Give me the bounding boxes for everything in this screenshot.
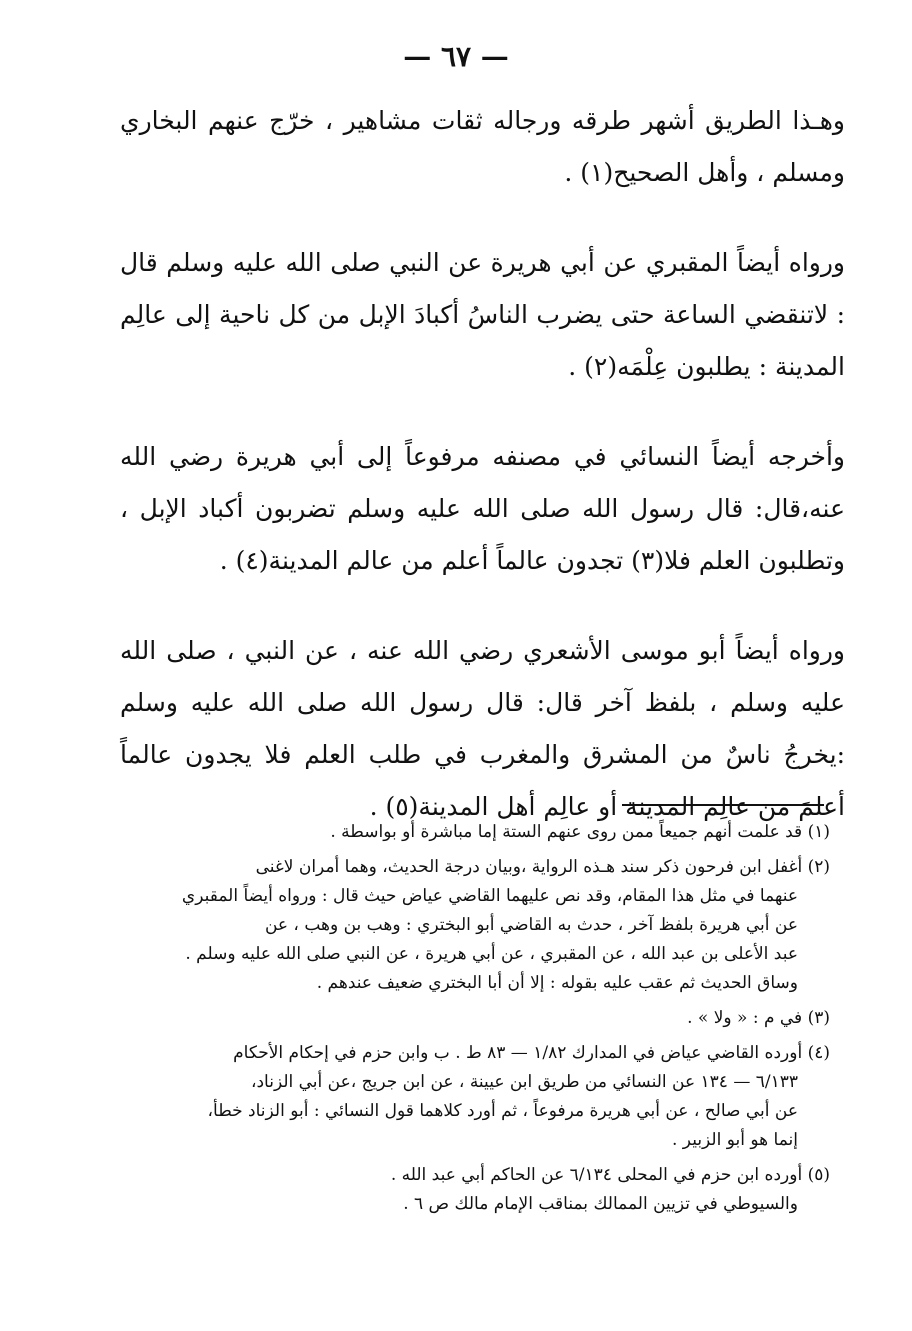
footnote-line: إنما هو أبو الزبير . [672, 1130, 798, 1150]
footnotes [150, 818, 830, 1225]
footnote-line: (٣) في م : « ولا » . [687, 1008, 830, 1028]
footnote-line: (٥) أورده ابن حزم في المحلى ٦/١٣٤ عن الحاكم أبي عبد الله . [390, 1165, 830, 1185]
footnote [150, 1161, 830, 1219]
footnote-line: عبد الأعلى بن عبد الله ، عن المقبري ، عن أبي هريرة ، عن النبي صلى الله عليه وسلم . [185, 944, 798, 964]
page-number: — ٦٧ — [403, 40, 509, 73]
paragraph: ورواه أيضاً المقبري عن أبي هريرة عن النبي صلى الله عليه وسلم قال : لاتنقضي الساعة حتى يضرب الناسُ أكبادَ الإبل من كل ناحية إلى عالِم المدينة : يطلبون عِلْمَه(٢) . [120, 248, 845, 381]
footnote-separator [622, 804, 824, 806]
footnote-line: ٦/١٣٣ — ١٣٤ عن النسائي من طريق ابن عيينة ، عن ابن جريج ،عن أبي الزناد، [250, 1072, 798, 1092]
paragraph: وأخرجه أيضاً النسائي في مصنفه مرفوعاً إلى أبي هريرة رضي الله عنه،قال: قال رسول الله صلى الله عليه وسلم تضربون أكباد الإبل ، وتطلبون العلم فلا(٣) تجدون عالماً أعلم من عالم المدينة(٤) . [120, 442, 845, 575]
paragraph: ورواه أيضاً أبو موسى الأشعري رضي الله عنه ، عن النبي ، صلى الله عليه وسلم ، بلفظ آخر قال: قال رسول الله صلى الله عليه وسلم :يخرجُ ناسٌ من المشرق والمغرب في طلب العلم فلا يجدون عالماً أعلمَ من عالِم المدينة أو عالِم أهل المدينة(٥) . [120, 636, 845, 821]
paragraph: وهـذا الطريق أشهر طرقه ورجاله ثقات مشاهير ، خرّج عنهم البخاري ومسلم ، وأهل الصحيح(١) . [120, 106, 845, 187]
footnote-line: (٢) أغفل ابن فرحون ذكر سند هـذه الرواية ،وبيان درجة الحديث، وهما أمران لاغنى [255, 857, 830, 877]
footnote [150, 1039, 830, 1155]
footnote [150, 853, 830, 998]
footnote-line: عن أبي صالح ، عن أبي هريرة مرفوعاً ، ثم أورد كلاهما قول النسائي : أبو الزناد خطأ، [207, 1101, 798, 1121]
main-text [120, 95, 845, 871]
footnote-line: (٤) أورده القاضي عياض في المدارك ١/٨٢ — ٨٣ ط . ب وابن حزم في إحكام الأحكام [233, 1043, 830, 1063]
footnote [150, 818, 830, 847]
footnote-line: عن أبي هريرة بلفظ آخر ، حدث به القاضي أبو البختري : وهب بن وهب ، عن [264, 915, 798, 935]
footnote-line: وساق الحديث ثم عقب عليه بقوله : إلا أن أبا البختري ضعيف عندهم . [316, 973, 798, 993]
footnote-line: والسيوطي في تزيين الممالك بمناقب الإمام مالك ص ٦ . [403, 1194, 798, 1214]
footnote-line: عنهما في مثل هذا المقام، وقد نص عليهما القاضي عياض حيث قال : ورواه أيضاً المقبري [181, 886, 798, 906]
footnote [150, 1004, 830, 1033]
footnote-line: (١) قد علمت أنهم جميعاً ممن روى عنهم الستة إما مباشرة أو بواسطة . [330, 822, 830, 842]
